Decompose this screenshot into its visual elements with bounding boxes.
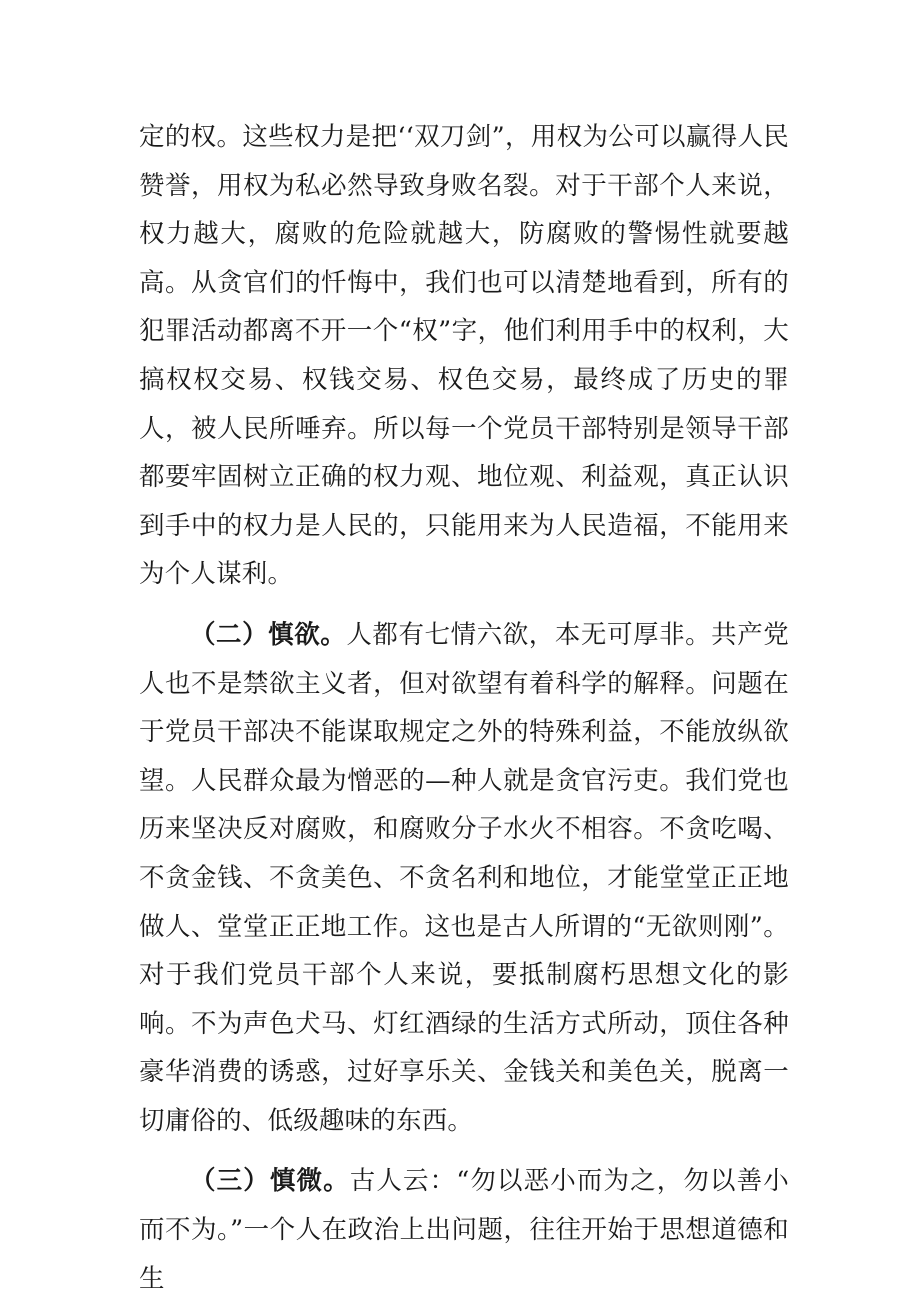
- section-heading-desire: （二）慎欲。: [190, 619, 347, 650]
- paragraph-text: 定的权。这些权力是把‘‘双刀剑”，用权为公可以赢得人民赞誉，用权为私必然导致身败名裂。对于干部个人来说，权力越大，腐败的危险就越大，防腐败的警惕性就要越高。从贪官们的忏悔中，我们也可以清楚地看到，所有的犯罪活动都离不开一个“权”字，他们利用手中的权利，大搞权权交易、权钱交易、权色交易，最终成了历史的罪人，被人民所唾弃。所以每一个党员干部特别是领导干部都要牢固树立正确的权力观、地位观、利益观，真正认识到手中的权力是人民的，只能用来为人民造福，不能用来为个人谋利。: [139, 122, 789, 590]
- paragraph-text: 古人云：“勿以恶小而为之，勿以善小而不为。”一个人在政治上出问题，往往开始于思想道德和生: [139, 1166, 790, 1294]
- body-text: [139, 113, 789, 1303]
- paragraph-small-things: [139, 1157, 789, 1303]
- paragraph-desire: [139, 611, 789, 1146]
- section-heading-small-things: （三）慎微。: [190, 1166, 350, 1197]
- paragraph-power: [139, 113, 789, 599]
- paragraph-text: 人都有七情六欲，本无可厚非。共产党人也不是禁欲主义者，但对欲望有着科学的解释。问题在于党员干部决不能谋取规定之外的特殊利益，不能放纵欲望。人民群众最为憎恶的—种人就是贪官污吏。我们党也历来坚决反对腐败，和腐败分子水火不相容。不贪吃喝、不贪金钱、不贪美色、不贪名利和地位，才能堂堂正正地做人、堂堂正正地工作。这也是古人所谓的“无欲则刚”。对于我们党员干部个人来说，要抵制腐朽思想文化的影响。不为声色犬马、灯红酒绿的生活方式所动，顶住各种豪华消费的诱惑，过好享乐关、金钱关和美色关，脱离一切庸俗的、低级趣味的东西。: [139, 619, 789, 1136]
